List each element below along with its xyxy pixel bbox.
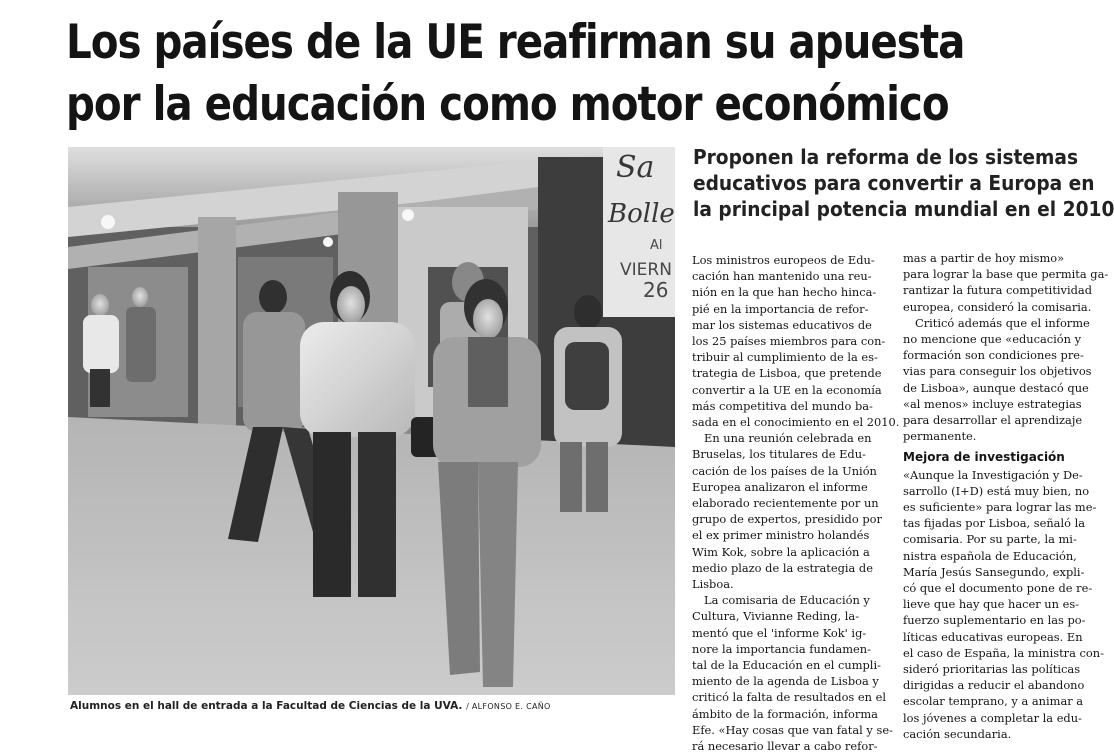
article-line: pié en la importancia de refor- — [692, 301, 869, 316]
article-line: tal de la Educación en el cumpli- — [692, 658, 881, 673]
article-line: Efe. «Hay cosas que van fatal y se- — [692, 722, 893, 737]
article-line: vias para conseguir los objetivos — [903, 364, 1092, 379]
article-line: cación han mantenido una reu- — [692, 269, 872, 284]
photo-credit: / ALFONSO E. CAÑO — [466, 702, 551, 711]
article-line: más competitiva del mundo ba- — [692, 398, 873, 413]
photo-caption — [70, 700, 690, 712]
article-line: sideró prioritarias las políticas — [903, 662, 1081, 677]
article-line: medio plazo de la estrategia de — [692, 560, 873, 575]
article-line: nistra española de Educación, — [903, 548, 1077, 563]
article-line: permanente. — [903, 429, 977, 444]
wall-text-1: Sa — [616, 150, 655, 185]
article-line: sada en el conocimiento en el 2010. — [692, 415, 900, 430]
headline — [66, 12, 965, 136]
article-line: los 25 países miembros para con- — [692, 334, 886, 349]
article-line: rantizar la futura competitividad — [903, 283, 1092, 298]
article-line: el caso de España, la ministra con- — [903, 645, 1104, 660]
article-line: «Aunque la Investigación y De- — [903, 467, 1083, 482]
news-photo — [68, 147, 675, 695]
article-line: María Jesús Sansegundo, expli- — [903, 564, 1085, 579]
article-line: los jóvenes a completar la edu- — [903, 710, 1082, 725]
article-line: La comisaria de Educación y — [704, 593, 870, 608]
article-line: Lisboa. — [692, 577, 734, 592]
article-line: no mencione que «educación y — [903, 332, 1082, 347]
article-line: nión en la que han hecho hinca- — [692, 285, 877, 300]
article-line: Europea analizaron el informe — [692, 479, 868, 494]
wall-text-5: 26 — [643, 278, 669, 302]
article-line: ámbito de la formación, informa — [692, 706, 878, 721]
article-line: Cultura, Vivianne Reding, la- — [692, 609, 860, 624]
article-line: lieve que hay que hacer un es- — [903, 597, 1080, 612]
article-column-2 — [903, 250, 1109, 742]
article-line: de Lisboa», aunque destacó que — [903, 380, 1089, 395]
article-line: formación son condiciones pre- — [903, 348, 1084, 363]
article-line: europea, consideró la comisaria. — [903, 299, 1092, 314]
caption-text: Alumnos en el hall de entrada a la Facultad de Ciencias de la UVA. — [70, 700, 463, 712]
subheadline — [693, 144, 1114, 222]
wall-text-3: Al — [650, 238, 663, 253]
article-line: tribuir al cumplimiento de la es- — [692, 350, 878, 365]
article-line: convertir a la UE en la economía — [692, 382, 882, 397]
article-column-1 — [692, 252, 900, 754]
wall-text-4: VIERN — [620, 260, 672, 280]
article-line: líticas educativas europeas. En — [903, 629, 1083, 644]
article-line: có que el documento pone de re- — [903, 581, 1093, 596]
section-subtitle: Mejora de investigación — [903, 450, 1065, 465]
article-line: fuerzo suplementario en las po- — [903, 613, 1086, 628]
headline-line-1: Los países de la UE reafirman su apuesta — [66, 15, 965, 70]
article-line: mentó que el 'informe Kok' ig- — [692, 625, 867, 640]
article-line: el ex primer ministro holandés — [692, 528, 870, 543]
article-line: cación secundaria. — [903, 726, 1012, 741]
article-line: Bruselas, los titulares de Edu- — [692, 447, 866, 462]
article-line: «al menos» incluye estrategias — [903, 396, 1082, 411]
subheadline-line-3: la principal potencia mundial en el 2010 — [693, 197, 1114, 221]
article-line: miento de la agenda de Lisboa y — [692, 674, 879, 689]
article-line: escolar temprano, y a animar a — [903, 694, 1084, 709]
article-line: comisaria. Por su parte, la mi- — [903, 532, 1077, 547]
article-line: trategia de Lisboa, que pretende — [692, 366, 882, 381]
article-line: grupo de expertos, presidido por — [692, 512, 882, 527]
article-line: Los ministros europeos de Edu- — [692, 253, 875, 267]
article-line: cación de los países de la Unión — [692, 463, 877, 478]
article-line: mas a partir de hoy mismo» — [903, 251, 1065, 265]
article-line: Wim Kok, sobre la aplicación a — [692, 544, 870, 559]
article-line: elaborado recientemente por un — [692, 496, 879, 511]
article-line: tas fijadas por Lisboa, señaló la — [903, 516, 1086, 531]
article-line: es suficiente» para lograr las me- — [903, 500, 1097, 515]
headline-line-2: por la educación como motor económico — [66, 77, 949, 132]
article-line: En una reunión celebrada en — [704, 431, 872, 446]
article-line: nore la importancia fundamen- — [692, 641, 871, 656]
article-line: rá necesario llevar a cabo refor- — [692, 739, 878, 754]
subheadline-line-2: educativos para convertir a Europa en — [693, 171, 1095, 195]
article-line: para lograr la base que permita ga- — [903, 267, 1109, 282]
article-line: sarrollo (I+D) está muy bien, no — [903, 483, 1090, 498]
article-line: criticó la falta de resultados en el — [692, 690, 886, 705]
subheadline-line-1: Proponen la reforma de los sistemas — [693, 145, 1079, 169]
article-line: dirigidas a reducir el abandono — [903, 678, 1085, 693]
article-line: Criticó además que el informe — [915, 315, 1090, 330]
article-line: mar los sistemas educativos de — [692, 317, 872, 332]
wall-text-2: Bolle — [608, 199, 675, 229]
article-line: para desarrollar el aprendizaje — [903, 413, 1083, 428]
